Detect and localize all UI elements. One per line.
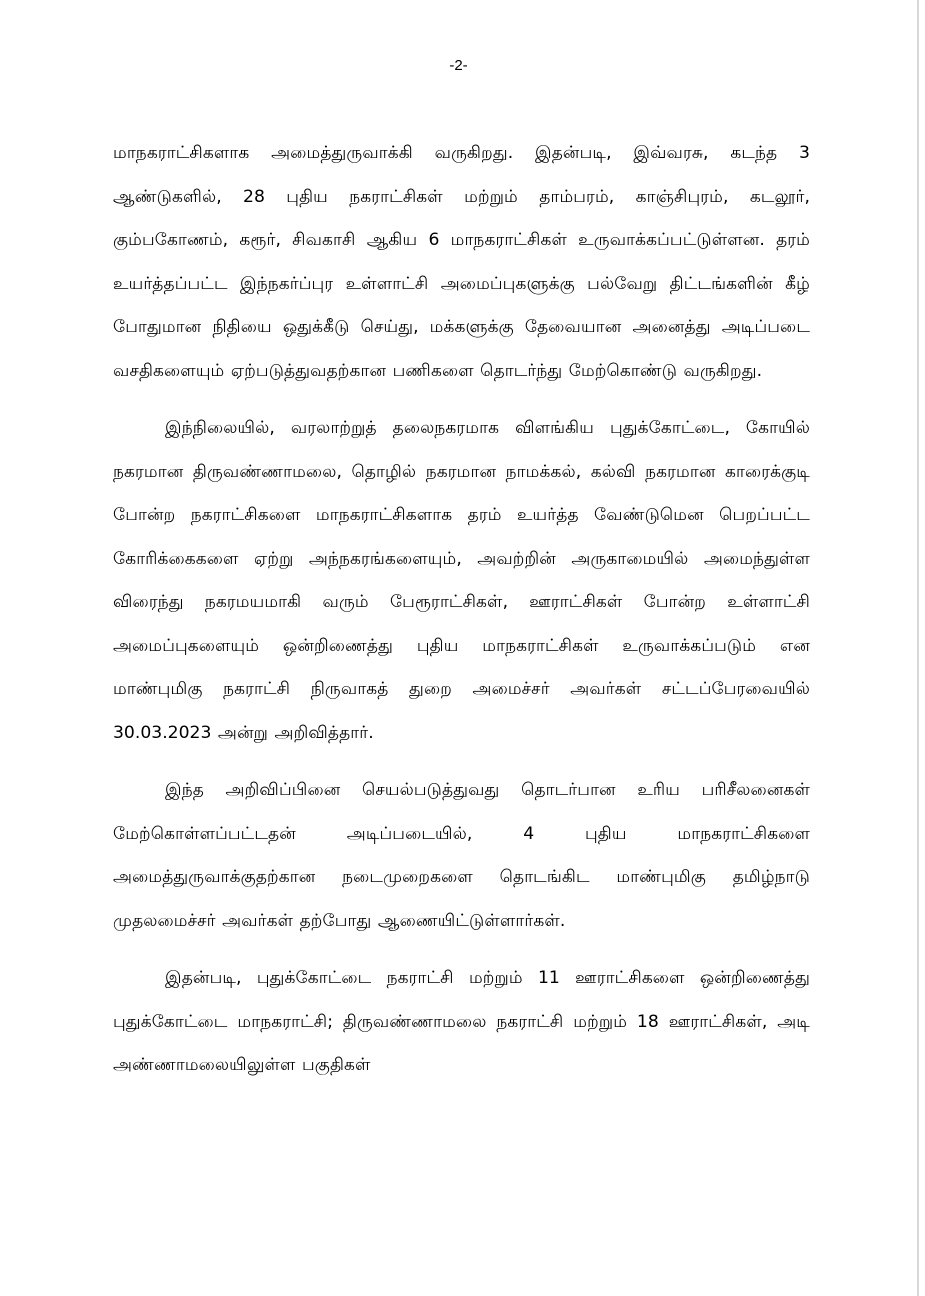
paragraph-2: இந்நிலையில், வரலாற்றுத் தலைநகரமாக விளங்கிய புதுக்கோட்டை, கோயில் நகரமான திருவண்ணாமலை, தொழில் நகரமான நாமக்கல், கல்வி நகரமான காரைக்குடி போன்ற நகராட்சிகளை மாநகராட்சிகளாக தரம் உயர்த்த வேண்டுமென பெறப்பட்ட கோரிக்கைகளை ஏற்று அந்நகரங்களையும், அவற்றின் அருகாமையில் அமைந்துள்ள விரைந்து நகரமயமாகி வரும் பேரூராட்சிகள், ஊராட்சிகள் போன்ற உள்ளாட்சி அமைப்புகளையும் ஒன்றிணைத்து புதிய மாநகராட்சிகள் உருவாக்கப்படும் என மாண்புமிகு நகராட்சி நிருவாகத் துறை அமைச்சர் அவர்கள் சட்டப்பேரவையில் 30.03.2023 அன்று அறிவித்தார்.	[113, 418, 810, 743]
paragraph-4: இதன்படி, புதுக்கோட்டை நகராட்சி மற்றும் 11 ஊராட்சிகளை ஒன்றிணைத்து புதுக்கோட்டை மாநகராட்சி; திருவண்ணாமலை நகராட்சி மற்றும் 18 ஊராட்சிகள், அடி அண்ணாமலையிலுள்ள பகுதிகள்	[113, 968, 810, 1075]
page-edge-divider	[917, 0, 919, 1296]
paragraph-3: இந்த அறிவிப்பினை செயல்படுத்துவது தொடர்பான உரிய பரிசீலனைகள் மேற்கொள்ளப்பட்டதன் அடிப்படையில், 4 புதிய மாநகராட்சிகளை அமைத்துருவாக்குதற்கான நடைமுறைகளை தொடங்கிட மாண்புமிகு தமிழ்நாடு முதலமைச்சர் அவர்கள் தற்போது ஆணையிட்டுள்ளார்கள்.	[113, 780, 810, 931]
paragraph-1: மாநகராட்சிகளாக அமைத்துருவாக்கி வருகிறது. இதன்படி, இவ்வரசு, கடந்த 3 ஆண்டுகளில், 28 புதிய நகராட்சிகள் மற்றும் தாம்பரம், காஞ்சிபுரம், கடலூர், கும்பகோணம், கரூர், சிவகாசி ஆகிய 6 மாநகராட்சிகள் உருவாக்கப்பட்டுள்ளன. தரம் உயர்த்தப்பட்ட இந்நகர்ப்புர உள்ளாட்சி அமைப்புகளுக்கு பல்வேறு திட்டங்களின் கீழ் போதுமான நிதியை ஒதுக்கீடு செய்து, மக்களுக்கு தேவையான அனைத்து அடிப்படை வசதிகளையும் ஏற்படுத்துவதற்கான பணிகளை தொடர்ந்து மேற்கொண்டு வருகிறது.	[113, 143, 810, 381]
document-body	[113, 132, 810, 1088]
page-number: -2-	[449, 57, 468, 74]
